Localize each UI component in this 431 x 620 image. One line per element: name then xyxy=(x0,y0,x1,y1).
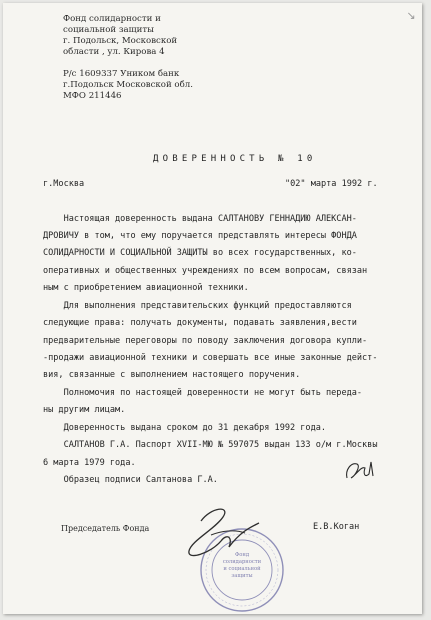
body-line: Для выполнения представительских функций предоставляются xyxy=(43,301,352,311)
body-line: 6 марта 1979 года. xyxy=(43,458,136,468)
body-line: САЛТАНОВ Г.А. Паспорт XVII-МЮ № 597075 выдан 133 о/м г.Москвы xyxy=(43,440,378,450)
stamp-text-2: солидарности xyxy=(222,559,262,565)
body-line: Полномочия по настоящей доверенности не могут быть переда- xyxy=(43,388,363,398)
bank-city-line: г.Подольск Московской обл. xyxy=(63,80,193,90)
org-address-line-2: области , ул. Кирова 4 xyxy=(63,47,165,57)
document-title: ДОВЕРЕННОСТЬ № 10 xyxy=(153,154,317,164)
saltanov-signature xyxy=(343,456,377,486)
body-line: Доверенность выдана сроком до 31 декабря 1992 года. xyxy=(43,423,327,433)
document-page xyxy=(3,3,422,614)
bank-account-line: Р/с 1609337 Уником банк xyxy=(63,69,180,79)
corner-mark-icon: ↘ xyxy=(406,9,416,22)
stamp-text-4: защиты xyxy=(231,573,253,579)
body-line: Образец подписи Салтанова Г.А. xyxy=(43,475,218,485)
stamp-text-3: и социальной xyxy=(223,566,261,572)
body-line: ДРОВИЧУ в том, что ему поручается представлять интересы ФОНДА xyxy=(43,231,357,241)
org-name-line-1: Фонд солидарности и xyxy=(63,14,161,24)
body-line: вия, связанные с выполнением настоящего поручения. xyxy=(43,370,301,380)
document-date: "02" марта 1992 г. xyxy=(285,179,378,189)
body-line: -продажи авиационной техники и совершать все иные законные дейст- xyxy=(43,353,378,363)
body-line: предварительные переговоры по поводу заключения договора купли- xyxy=(43,336,368,346)
body-line: ным с приобретением авиационной техники. xyxy=(43,283,249,293)
chairman-name: Е.В.Коган xyxy=(313,522,360,532)
body-line: Настоящая доверенность выдана САЛТАНОВУ ГЕННАДИЮ АЛЕКСАН- xyxy=(43,214,357,224)
org-name-line-2: социальной защиты xyxy=(63,25,154,35)
body-line: оперативных и общественных учреждениях по всем вопросам, связан xyxy=(43,266,368,276)
chairman-label: Председатель Фонда xyxy=(61,524,150,533)
org-address-line-1: г. Подольск, Московской xyxy=(63,36,178,46)
body-line: СОЛИДАРНОСТИ И СОЦИАЛЬНОЙ ЗАЩИТЫ во всех государственных, ко- xyxy=(43,248,357,258)
chairman-signature xyxy=(171,501,271,567)
document-city: г.Москва xyxy=(43,179,85,189)
bank-mfo-line: МФО 211446 xyxy=(63,91,122,101)
body-line: ны другим лицам. xyxy=(43,405,126,415)
body-line: следующие права: получать документы, подавать заявления,вести xyxy=(43,318,357,328)
stamp-text-1: Фонд xyxy=(234,552,250,558)
